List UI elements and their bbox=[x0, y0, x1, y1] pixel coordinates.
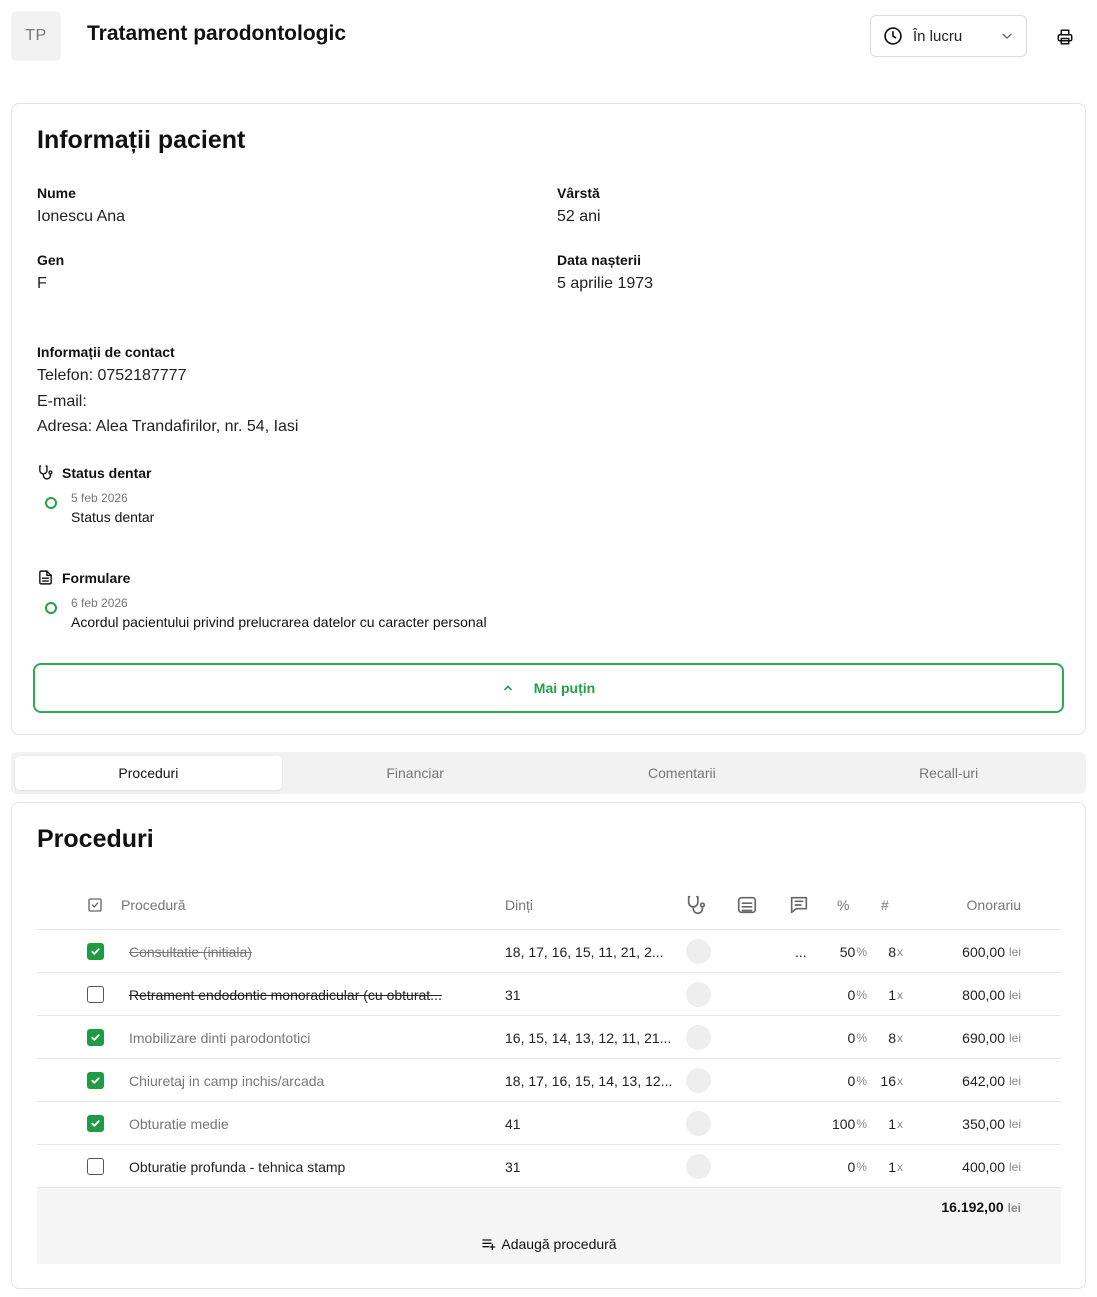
fee-amount: 642,00 bbox=[962, 1072, 1005, 1089]
procedures-card bbox=[11, 802, 1086, 1289]
dental-status-entry[interactable]: Status dentar bbox=[71, 509, 155, 525]
stethoscope-icon bbox=[685, 894, 707, 916]
count-column-header[interactable]: # bbox=[881, 897, 889, 913]
patient-info-card bbox=[11, 103, 1086, 735]
percent-unit: % bbox=[856, 1116, 867, 1131]
procedure-column-header[interactable]: Procedură bbox=[121, 897, 186, 913]
fee-currency: lei bbox=[1008, 1116, 1021, 1131]
archive-column-header bbox=[736, 880, 758, 930]
avatar: TP bbox=[11, 11, 61, 61]
fee-column-header[interactable]: Onorariu bbox=[966, 897, 1021, 913]
add-procedure-button[interactable] bbox=[37, 1236, 1061, 1252]
checkbox[interactable] bbox=[87, 1115, 104, 1132]
contact-label: Informații de contact bbox=[37, 344, 175, 360]
age-label: Vârstă bbox=[557, 185, 600, 201]
count-number: 8 bbox=[888, 943, 896, 960]
percent-value bbox=[832, 1102, 867, 1145]
name-label: Nume bbox=[37, 185, 76, 201]
percent-unit: % bbox=[856, 1159, 867, 1174]
table-row[interactable] bbox=[37, 1016, 1061, 1059]
procedure-rows bbox=[37, 930, 1061, 1188]
chevron-down-icon bbox=[1000, 29, 1014, 43]
tab-recall[interactable]: Recall-uri bbox=[919, 765, 979, 781]
count-unit: x bbox=[897, 1159, 903, 1174]
total-currency: lei bbox=[1007, 1201, 1021, 1215]
count-unit: x bbox=[897, 1030, 903, 1045]
form-entry[interactable]: Acordul pacientului privind prelucrarea datelor cu caracter personal bbox=[71, 614, 487, 630]
clock-icon bbox=[883, 26, 903, 46]
procedures-table bbox=[37, 880, 1061, 1264]
chevron-up-icon bbox=[502, 682, 514, 694]
fee-amount: 690,00 bbox=[962, 1029, 1005, 1046]
percent-number: 0 bbox=[847, 1072, 856, 1089]
count-value bbox=[888, 930, 903, 973]
count-number: 1 bbox=[888, 1115, 896, 1132]
add-procedure-label: Adaugă procedură bbox=[501, 1236, 617, 1252]
fee-value bbox=[962, 1145, 1021, 1188]
row-checkbox[interactable] bbox=[87, 1102, 104, 1145]
row-checkbox[interactable] bbox=[87, 930, 104, 973]
table-row[interactable] bbox=[37, 1145, 1061, 1188]
stethoscope-column-header bbox=[685, 880, 707, 930]
contact-address: Adresa: Alea Trandafirilor, nr. 54, Iasi bbox=[37, 418, 299, 435]
archive-icon bbox=[736, 894, 758, 916]
row-checkbox[interactable] bbox=[87, 1145, 104, 1188]
name-value: Ionescu Ana bbox=[37, 208, 126, 225]
age-value: 52 ani bbox=[557, 208, 601, 225]
page-title: Tratament parodontologic bbox=[87, 22, 347, 45]
table-row[interactable] bbox=[37, 1102, 1061, 1145]
birth-date-label: Data nașterii bbox=[557, 252, 642, 268]
count-value bbox=[888, 1016, 903, 1059]
comment-column-header bbox=[788, 880, 810, 930]
percent-unit: % bbox=[856, 1030, 867, 1045]
comment-indicator[interactable]: ... bbox=[795, 943, 807, 960]
checkbox[interactable] bbox=[87, 1072, 104, 1089]
table-row[interactable] bbox=[37, 973, 1061, 1016]
count-number: 16 bbox=[880, 1072, 896, 1089]
tab-proceduri[interactable]: Proceduri bbox=[15, 756, 282, 790]
form-date: 6 feb 2026 bbox=[71, 596, 128, 610]
percent-column-header[interactable]: % bbox=[837, 897, 850, 913]
teeth-column-header[interactable]: Dinți bbox=[505, 897, 534, 913]
status-circle[interactable] bbox=[686, 1102, 711, 1145]
count-unit: x bbox=[897, 944, 903, 959]
teeth-list: 31 bbox=[505, 986, 521, 1003]
teeth-list: 16, 15, 14, 13, 12, 11, 21... bbox=[505, 1029, 672, 1046]
teeth-list: 18, 17, 16, 15, 14, 13, 12... bbox=[505, 1072, 673, 1089]
percent-number: 0 bbox=[847, 1029, 856, 1046]
checkbox[interactable] bbox=[87, 986, 104, 1003]
check-icon bbox=[90, 1118, 101, 1129]
check-icon bbox=[90, 1075, 101, 1086]
status-label: În lucru bbox=[913, 27, 963, 45]
fee-amount: 600,00 bbox=[962, 943, 1005, 960]
count-number: 1 bbox=[888, 986, 896, 1003]
patient-info-title: Informații pacient bbox=[37, 126, 246, 154]
document-icon bbox=[37, 569, 54, 586]
checkbox[interactable] bbox=[87, 1029, 104, 1046]
procedure-name[interactable]: Retrament endodontic monoradicular (cu obturat... bbox=[129, 986, 442, 1003]
fee-currency: lei bbox=[1008, 944, 1021, 959]
header bbox=[0, 0, 1097, 72]
percent-number: 50 bbox=[839, 943, 856, 960]
comment-icon bbox=[788, 894, 810, 916]
check-icon bbox=[90, 946, 101, 957]
tab-bar bbox=[11, 752, 1086, 794]
fee-value bbox=[962, 973, 1021, 1016]
gender-value: F bbox=[37, 275, 47, 292]
total-amount bbox=[941, 1199, 1021, 1215]
count-unit: x bbox=[897, 987, 903, 1002]
procedure-name[interactable]: Obturatie medie bbox=[129, 1115, 229, 1132]
checkbox[interactable] bbox=[87, 943, 104, 960]
count-value bbox=[888, 1102, 903, 1145]
table-row[interactable] bbox=[37, 930, 1061, 973]
count-unit: x bbox=[897, 1116, 903, 1131]
birth-date-value: 5 aprilie 1973 bbox=[557, 275, 654, 292]
fee-currency: lei bbox=[1008, 1073, 1021, 1088]
fee-value bbox=[962, 1059, 1021, 1102]
printer-icon bbox=[1056, 28, 1074, 46]
dental-status-heading bbox=[37, 464, 151, 481]
percent-number: 100 bbox=[831, 1115, 856, 1132]
table-header bbox=[37, 880, 1061, 930]
count-value bbox=[880, 1059, 903, 1102]
percent-value bbox=[848, 973, 867, 1016]
checkbox[interactable] bbox=[87, 1158, 104, 1175]
status-circle[interactable] bbox=[686, 1016, 711, 1059]
procedure-name[interactable]: Consultatie (initiala) bbox=[129, 943, 252, 960]
check-icon bbox=[90, 1032, 101, 1043]
fee-value bbox=[962, 1016, 1021, 1059]
status-dropdown[interactable] bbox=[870, 15, 1027, 57]
table-row[interactable] bbox=[37, 1059, 1061, 1102]
percent-value bbox=[840, 930, 867, 973]
print-button[interactable] bbox=[1052, 24, 1078, 50]
row-checkbox[interactable] bbox=[87, 1059, 104, 1102]
count-number: 1 bbox=[888, 1158, 896, 1175]
dental-status-label: Status dentar bbox=[62, 464, 152, 481]
fee-amount: 800,00 bbox=[962, 986, 1005, 1003]
teeth-list: 31 bbox=[505, 1158, 521, 1175]
checkbox-checked-icon bbox=[87, 897, 103, 913]
count-value bbox=[888, 1145, 903, 1188]
select-all-checkbox[interactable] bbox=[87, 880, 103, 930]
teeth-list: 18, 17, 16, 15, 11, 21, 2... bbox=[505, 943, 664, 960]
fee-currency: lei bbox=[1008, 987, 1021, 1002]
show-less-label: Mai puțin bbox=[533, 680, 596, 696]
contact-phone: Telefon: 0752187777 bbox=[37, 367, 187, 384]
stethoscope-icon bbox=[37, 464, 54, 481]
status-circle[interactable] bbox=[686, 1145, 711, 1188]
forms-label: Formulare bbox=[62, 569, 131, 586]
status-circle[interactable] bbox=[686, 930, 711, 973]
count-unit: x bbox=[897, 1073, 903, 1088]
row-checkbox[interactable] bbox=[87, 1016, 104, 1059]
timeline-dot bbox=[45, 497, 57, 509]
teeth-list: 41 bbox=[505, 1115, 521, 1132]
fee-value bbox=[962, 1102, 1021, 1145]
fee-currency: lei bbox=[1008, 1030, 1021, 1045]
percent-number: 0 bbox=[847, 986, 856, 1003]
procedure-name[interactable]: Chiuretaj in camp inchis/arcada bbox=[129, 1072, 325, 1089]
procedure-name[interactable]: Obturatie profunda - tehnica stamp bbox=[129, 1158, 346, 1175]
show-less-button[interactable] bbox=[33, 663, 1064, 713]
table-footer bbox=[37, 1188, 1061, 1264]
percent-unit: % bbox=[856, 1073, 867, 1088]
count-value bbox=[888, 973, 903, 1016]
percent-unit: % bbox=[856, 987, 867, 1002]
percent-value bbox=[848, 1016, 867, 1059]
fee-currency: lei bbox=[1008, 1159, 1021, 1174]
percent-unit: % bbox=[856, 944, 867, 959]
gender-label: Gen bbox=[37, 252, 65, 268]
contact-email: E-mail: bbox=[37, 393, 87, 410]
procedure-name[interactable]: Imobilizare dinti parodontotici bbox=[129, 1029, 311, 1046]
fee-value bbox=[962, 930, 1021, 973]
percent-value bbox=[848, 1059, 867, 1102]
dental-status-date: 5 feb 2026 bbox=[71, 491, 128, 505]
fee-amount: 400,00 bbox=[962, 1158, 1005, 1175]
tab-financiar[interactable]: Financiar bbox=[386, 765, 444, 781]
count-number: 8 bbox=[888, 1029, 896, 1046]
percent-value bbox=[848, 1145, 867, 1188]
timeline-dot bbox=[45, 602, 57, 614]
tab-comentarii[interactable]: Comentarii bbox=[648, 765, 716, 781]
percent-number: 0 bbox=[847, 1158, 856, 1175]
status-circle[interactable] bbox=[686, 1059, 711, 1102]
procedures-title: Proceduri bbox=[37, 825, 154, 853]
status-circle[interactable] bbox=[686, 973, 711, 1016]
fee-amount: 350,00 bbox=[962, 1115, 1005, 1132]
list-add-icon bbox=[481, 1236, 497, 1252]
row-checkbox[interactable] bbox=[87, 973, 104, 1016]
forms-heading bbox=[37, 569, 130, 586]
total-value: 16.192,00 bbox=[941, 1199, 1004, 1215]
